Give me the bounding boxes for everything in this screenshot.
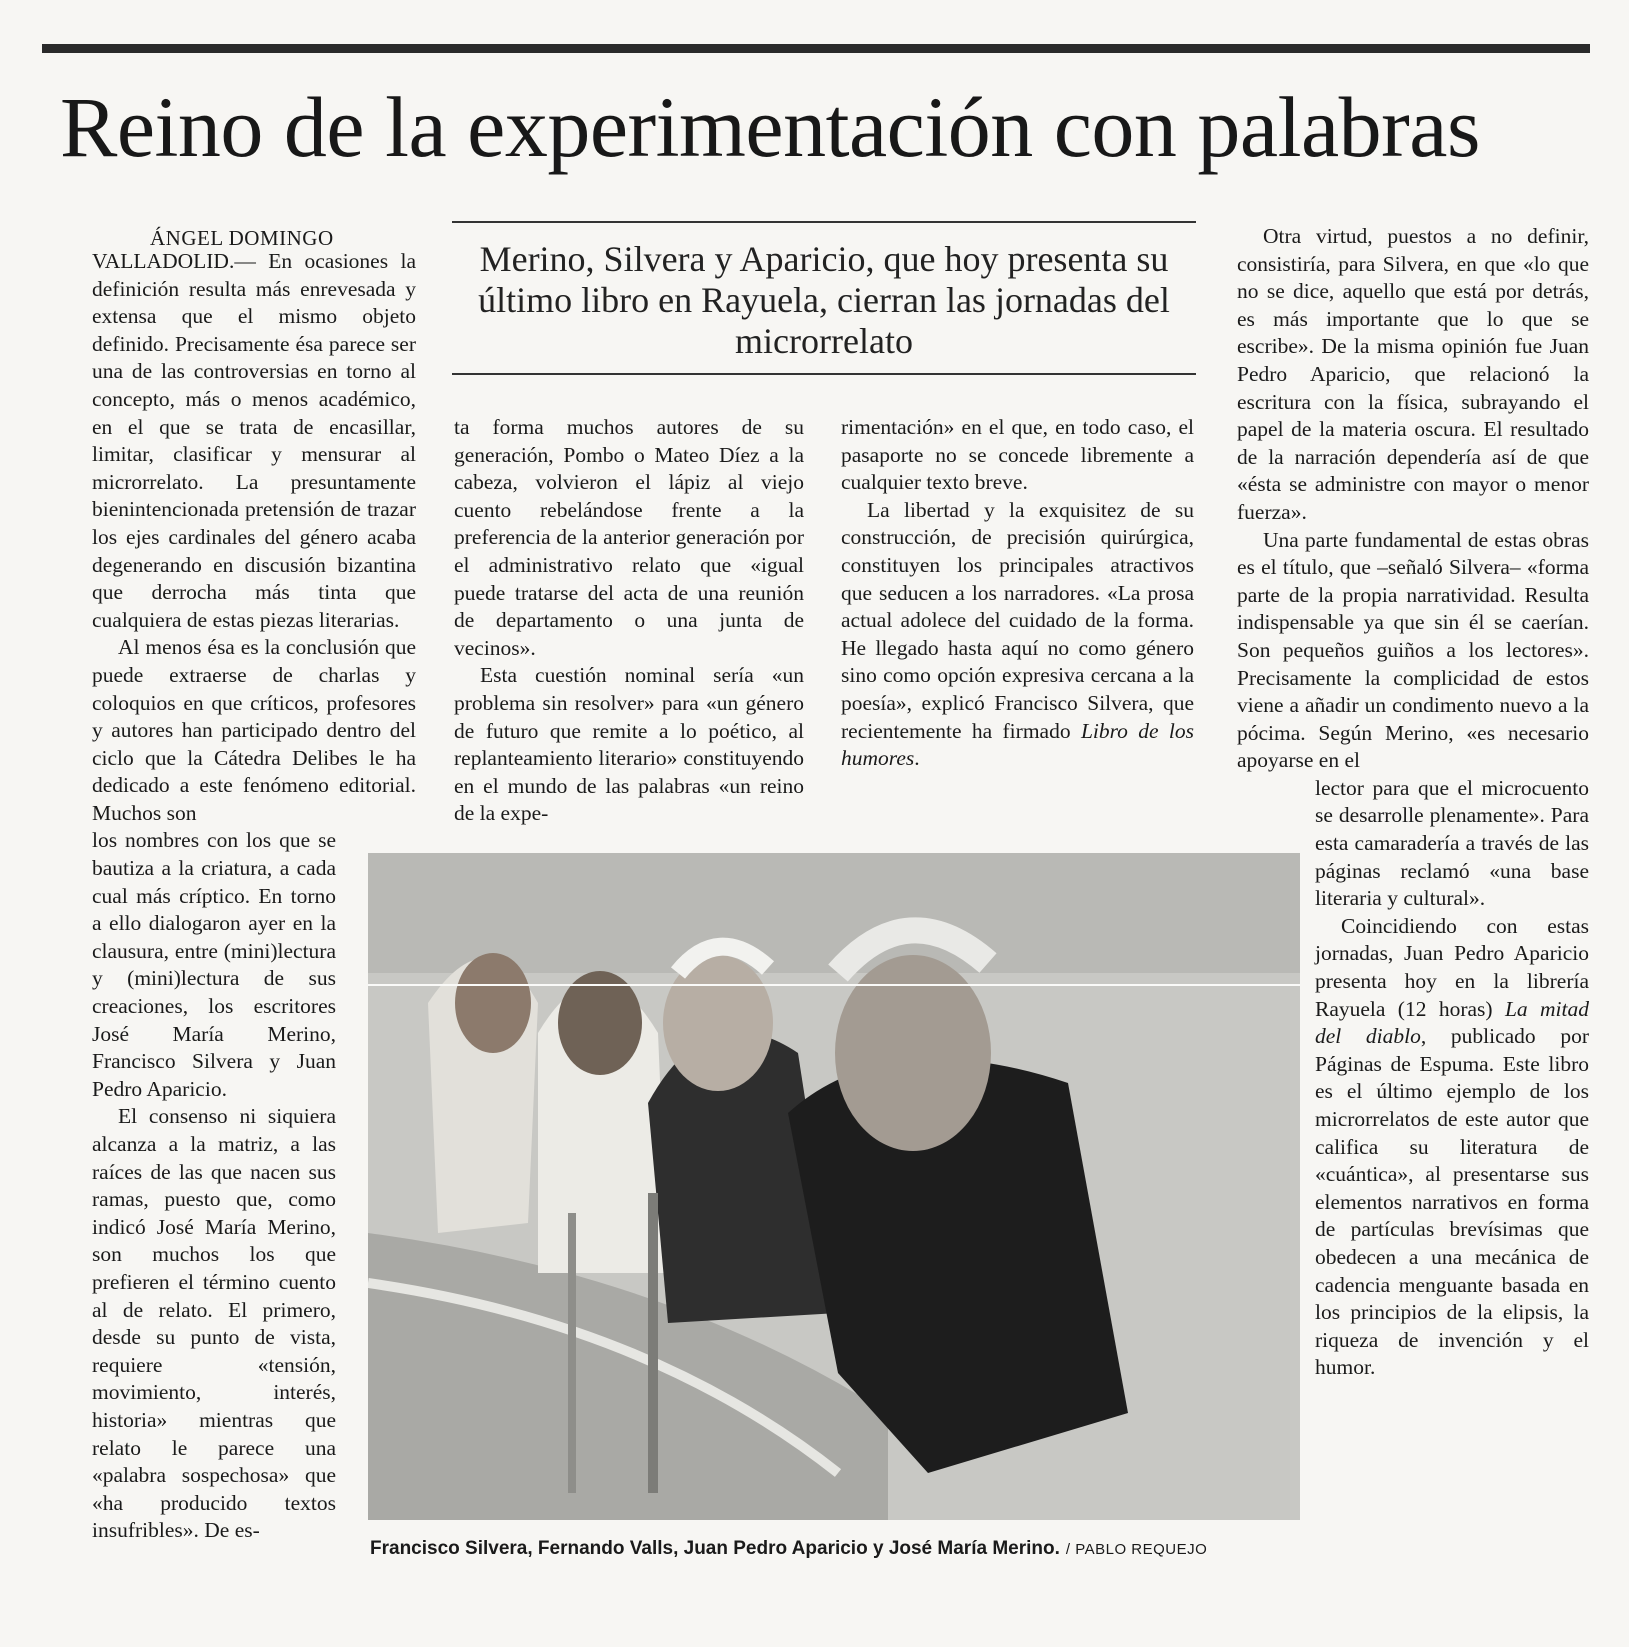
headline: Reino de la experimentación con palabras xyxy=(60,79,1480,175)
col2-paragraph-1: ta forma muchos autores de su generación, Pombo o Mateo Díez a la cabeza, volvieron el lápiz al viejo cuento rebelándose frente a la preferencia de la anterior generación por el administrativo relato que «igual puede tratarse del acta de una reunión de departamento o una junta de vecinos». xyxy=(454,415,804,660)
col1-paragraph-2-continued: los nombres con los que se bautiza a la criatura, a cada cual más críptico. En torno a ello dialogaron ayer en la clausura, entre (mini)lectura y (mini)lectura de sus creaciones, los escritores José María Merino, Francisco Silvera y Juan Pedro Aparicio. xyxy=(92,828,336,1101)
col4-paragraph-3-text: Coincidiendo con estas jornadas, Juan Pedro Aparicio presenta hoy en la librería Rayuela (12 horas) xyxy=(1315,913,1589,1021)
book-title-humores: Libro de los humores xyxy=(841,718,1194,771)
col3-paragraph-2-end: . xyxy=(914,746,920,771)
book-title-mitad: La mitad del diablo xyxy=(1315,996,1589,1049)
photo-illustration xyxy=(368,853,1300,1520)
col3-paragraph-1: rimentación» en el que, en todo caso, el pasaporte no se concede libremente a cualquier texto breve. xyxy=(841,415,1194,495)
deck-box xyxy=(452,221,1196,375)
caption-text: Francisco Silvera, Fernando Valls, Juan Pedro Aparicio y José María Merino. xyxy=(370,1538,1060,1559)
col4-paragraph-3-end: , publicado por Páginas de Espuma. Este libro es el último ejemplo de los microrrelatos de este autor que califica su literatura de «cuántica», al presentarse sus elementos narrativos en forma de partículas brevísimas que obedecen a una mecánica de cadencia menguante basada en los principios de la elipsis, la riqueza de invención y el humor. xyxy=(1315,1024,1589,1380)
byline: ÁNGEL DOMINGO xyxy=(150,226,334,250)
col4-paragraph-3 xyxy=(1315,913,1589,1382)
col1-paragraph-2: Al menos ésa es la conclusión que puede extraerse de charlas y coloquios en que críticos, profesores y autores han participado dentro del ciclo que la Cátedra Delibes le ha dedicado a este fenómeno editorial. Muchos son xyxy=(92,635,416,825)
col1-paragraph-1: VALLADOLID.— En ocasiones la definición resulta más enrevesada y extensa que el mismo objeto definido. Precisamente ésa parece ser una de las controversias en torno al concepto, más o menos académico, en el que se trata de encasillar, limitar, clasificar y mensurar al microrrelato. La presuntamente bienintencionada pretensión de trazar los ejes cardinales del género acaba degenerando en discusión bizantina que derrocha más tinta que cualquiera de estas piezas literarias. xyxy=(92,249,416,632)
col3-paragraph-2-text: La libertad y la exquisitez de su construcción, de precisión quirúrgica, constituyen los principales atractivos que seducen a los narradores. «La prosa actual adolece del cuidado de la forma. He llegado hasta aquí no como género sino como opción expresiva cercana a la poesía», explicó Francisco Silvera, que recientemente ha firmado xyxy=(841,497,1194,743)
col4-paragraph-2-continued: lector para que el microcuento se desarrolle plenamente». Para esta camaradería a través de las páginas reclamó «una base literaria y cultural». xyxy=(1315,775,1589,911)
photo-caption xyxy=(370,1538,1207,1560)
column-2 xyxy=(454,414,804,828)
deck: Merino, Silvera y Aparicio, que hoy presenta su último libro en Rayuela, cierran las jornadas del microrrelato xyxy=(478,239,1170,361)
top-rule xyxy=(42,44,1590,53)
col4-paragraph-1: Otra virtud, puestos a no definir, consistiría, para Silvera, en que «lo que no se dice, aquello que está por detrás, es más importante que lo que se escribe». De la misma opinión fue Juan Pedro Aparicio, que relacionó la escritura con la física, subrayando el papel de la materia oscura. El resultado de la narración dependería así de que «ésta se administre con mayor o menor fuerza». xyxy=(1237,224,1589,524)
col2-paragraph-2: Esta cuestión nominal sería «un problema sin resolver» para «un género de futuro que remite a lo poético, al replanteamiento literario» constituyendo en el mundo de las palabras «un reino de la expe- xyxy=(454,663,804,826)
col4-paragraph-2: Una parte fundamental de estas obras es el título, que –señaló Silvera– «forma parte de la propia narratividad. Resulta indispensable ya que sin él se caerían. Son pequeños guiños a los lectores». Precisamente la complicidad de estos viene a añadir un condimento nuevo a la pócima. Según Merino, «es necesario apoyarse en el xyxy=(1237,527,1589,773)
col1-paragraph-3: El consenso ni siquiera alcanza a la matriz, a las raíces de las que nacen sus ramas, puesto que, como indicó José María Merino, son muchos los que prefieren el término cuento al de relato. El primero, desde su punto de vista, requiere «tensión, movimiento, interés, historia» mientras que relato le parece una «palabra sospechosa» que «ha producido textos insufribles». De es- xyxy=(92,1104,336,1543)
col3-paragraph-2 xyxy=(841,497,1194,773)
column-3 xyxy=(841,414,1194,773)
group-photo xyxy=(368,853,1300,1520)
photo-credit: / PABLO REQUEJO xyxy=(1065,1541,1208,1558)
